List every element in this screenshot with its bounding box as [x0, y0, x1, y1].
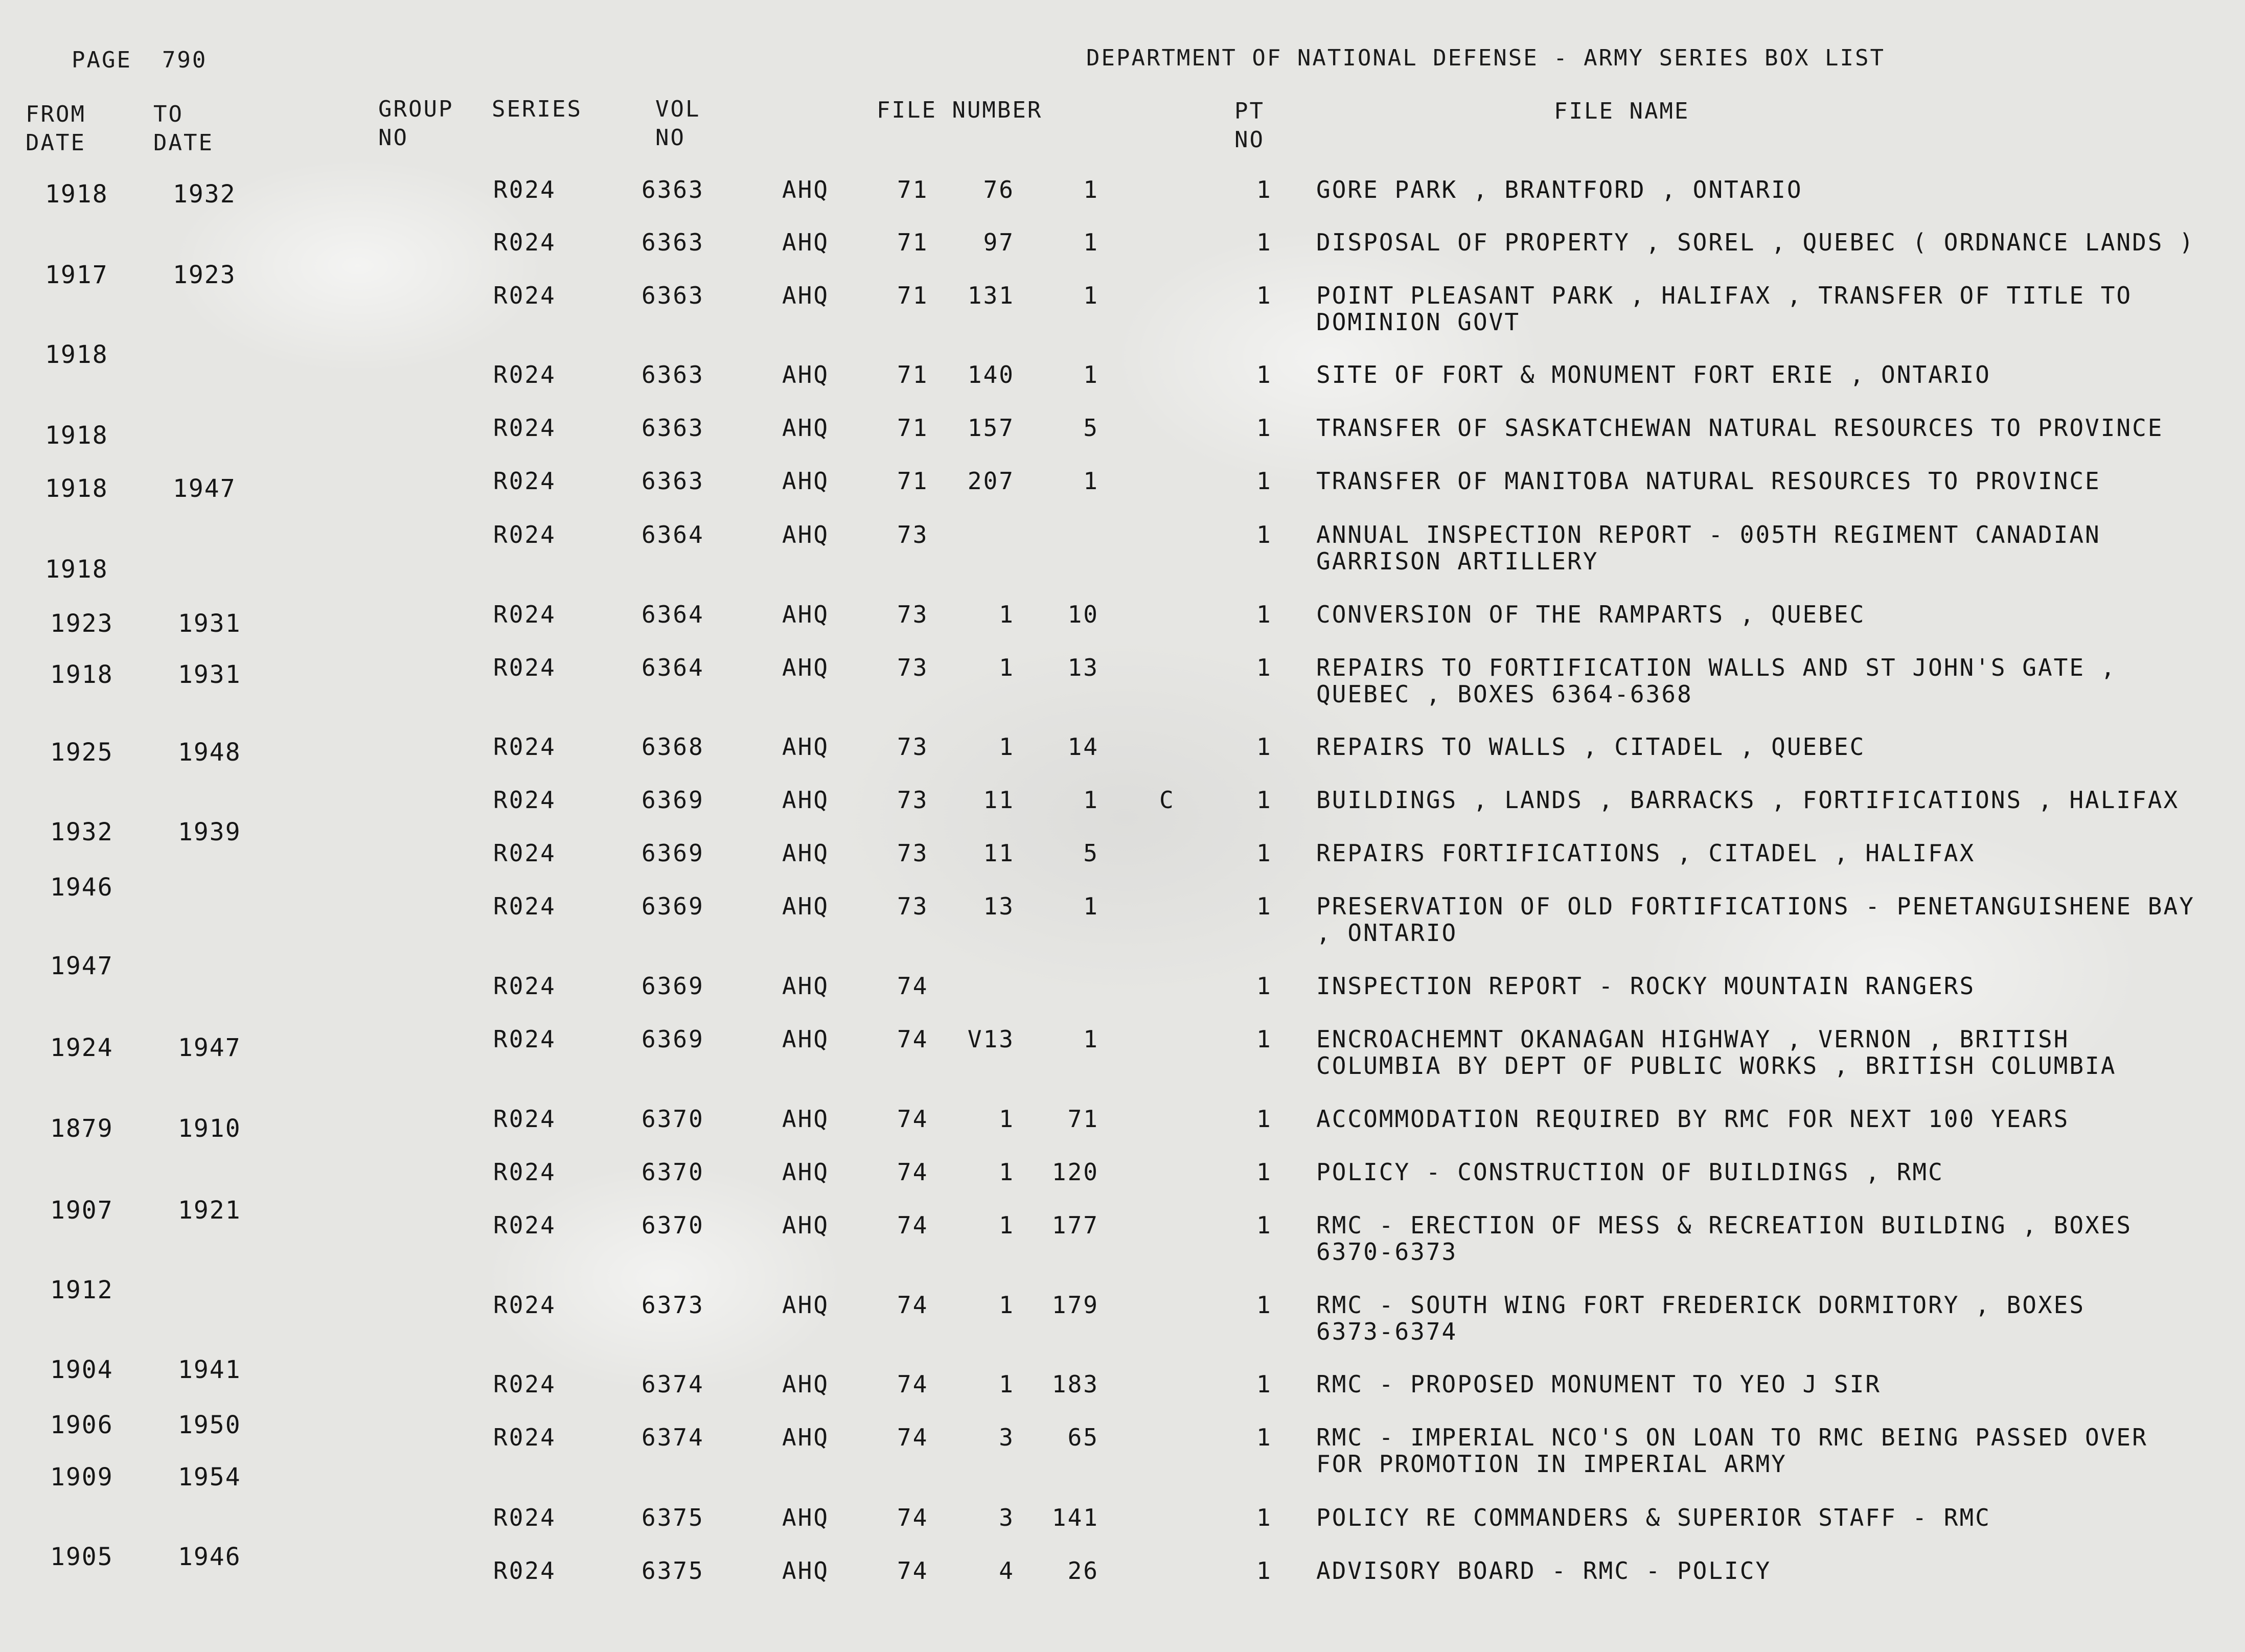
file-number-part: 97 — [983, 228, 1015, 256]
volume-cell: 6369 — [642, 1025, 704, 1053]
volume-cell: 6364 — [642, 654, 704, 681]
part-number-cell: 1 — [1256, 467, 1272, 495]
file-number-part: 11 — [983, 786, 1015, 814]
file-name-cell: RMC - IMPERIAL NCO'S ON LOAN TO RMC BEING PASSED OVER FOR PROMOTION IN IMPERIAL ARMY — [1316, 1424, 2148, 1478]
volume-cell: 6363 — [642, 361, 704, 388]
to-date: 1950 — [178, 1411, 241, 1439]
volume-cell: 6369 — [642, 972, 704, 1000]
from-date: 1912 — [50, 1276, 113, 1304]
from-date: 1879 — [50, 1114, 113, 1143]
file-number-part: 1 — [1083, 361, 1099, 388]
file-name-cell: CONVERSION OF THE RAMPARTS , QUEBEC — [1316, 601, 1866, 628]
file-number-part: 74 — [897, 1211, 929, 1239]
file-name-cell: ANNUAL INSPECTION REPORT - 005TH REGIMENT CANADIAN GARRISON ARTILLERY — [1316, 521, 2101, 575]
part-number-cell: 1 — [1256, 1211, 1272, 1239]
office-cell: AHQ — [782, 282, 830, 309]
series-cell: R024 — [493, 467, 556, 495]
from-date: 1907 — [50, 1196, 113, 1225]
part-number-cell: 1 — [1256, 972, 1272, 1000]
file-number-part: 73 — [897, 786, 929, 814]
table-row — [0, 176, 2245, 233]
from-date: 1904 — [50, 1356, 113, 1384]
volume-cell: 6363 — [642, 282, 704, 309]
file-name-cell: ACCOMMODATION REQUIRED BY RMC FOR NEXT 100 YEARS — [1316, 1105, 2070, 1133]
series-cell: R024 — [493, 1105, 556, 1133]
col-header-file-number: FILE NUMBER — [877, 97, 1043, 123]
series-cell: R024 — [493, 892, 556, 920]
table-row — [0, 229, 2245, 285]
office-cell: AHQ — [782, 972, 830, 1000]
office-cell: AHQ — [782, 733, 830, 761]
office-cell: AHQ — [782, 1370, 830, 1398]
file-number-part: 14 — [1067, 733, 1099, 761]
from-date: 1918 — [45, 555, 108, 584]
file-name-cell: RMC - SOUTH WING FORT FREDERICK DORMITORY , BOXES 6373-6374 — [1316, 1291, 2086, 1345]
to-date: 1941 — [178, 1356, 241, 1384]
part-number-cell: 1 — [1256, 786, 1272, 814]
file-number-part: 1 — [999, 1105, 1015, 1133]
file-number-part: 73 — [897, 839, 929, 867]
file-name-cell: ENCROACHEMNT OKANAGAN HIGHWAY , VERNON , BRITISH COLUMBIA BY DEPT OF PUBLIC WORKS , BRITISH COLUMBIA — [1316, 1025, 2117, 1080]
file-number-part: 74 — [897, 1105, 929, 1133]
part-number-cell: 1 — [1256, 282, 1272, 309]
to-date: 1910 — [178, 1114, 241, 1143]
office-cell: AHQ — [782, 1211, 830, 1239]
volume-cell: 6368 — [642, 733, 704, 761]
file-name-cell: RMC - ERECTION OF MESS & RECREATION BUILDING , BOXES 6370-6373 — [1316, 1211, 2133, 1266]
file-number-part: 13 — [1067, 654, 1099, 681]
table-row — [0, 282, 2245, 338]
table-row — [0, 1557, 2245, 1614]
file-suffix-cell: C — [1159, 786, 1175, 814]
col-header-from-date: FROM DATE — [26, 101, 86, 156]
table-row — [0, 1504, 2245, 1561]
from-date: 1909 — [50, 1463, 113, 1492]
table-row — [0, 1106, 2245, 1162]
file-number-part: 74 — [897, 972, 929, 1000]
table-row — [0, 1159, 2245, 1215]
file-number-part: 3 — [999, 1424, 1015, 1451]
from-date: 1905 — [50, 1543, 113, 1571]
office-cell: AHQ — [782, 467, 830, 495]
part-number-cell: 1 — [1256, 176, 1272, 203]
office-cell: AHQ — [782, 361, 830, 388]
file-number-part: 71 — [1067, 1105, 1099, 1133]
col-header-pt-no: PT NO — [1234, 98, 1265, 153]
file-number-part: 74 — [897, 1424, 929, 1451]
to-date: 1954 — [178, 1463, 241, 1492]
volume-cell: 6364 — [642, 521, 704, 548]
part-number-cell: 1 — [1256, 361, 1272, 388]
file-number-part: 1 — [999, 654, 1015, 681]
from-date: 1918 — [50, 660, 113, 689]
file-number-part: 183 — [1051, 1370, 1099, 1398]
part-number-cell: 1 — [1256, 1158, 1272, 1186]
table-row — [0, 1371, 2245, 1427]
file-number-part: 1 — [1083, 467, 1099, 495]
table-row — [0, 893, 2245, 949]
office-cell: AHQ — [782, 1158, 830, 1186]
series-cell: R024 — [493, 176, 556, 203]
file-name-cell: ADVISORY BOARD - RMC - POLICY — [1316, 1557, 1772, 1585]
series-cell: R024 — [493, 601, 556, 628]
to-date: 1948 — [178, 738, 241, 767]
part-number-cell: 1 — [1256, 1557, 1272, 1585]
part-number-cell: 1 — [1256, 414, 1272, 442]
file-number-part: 71 — [897, 282, 929, 309]
file-number-part: 1 — [999, 601, 1015, 628]
series-cell: R024 — [493, 1557, 556, 1585]
series-cell: R024 — [493, 1211, 556, 1239]
file-name-cell: REPAIRS TO WALLS , CITADEL , QUEBEC — [1316, 733, 1866, 761]
part-number-cell: 1 — [1256, 228, 1272, 256]
file-number-part: V13 — [967, 1025, 1015, 1053]
file-name-cell: POLICY RE COMMANDERS & SUPERIOR STAFF - RMC — [1316, 1504, 1991, 1531]
file-number-part: 179 — [1051, 1291, 1099, 1319]
file-number-part: 73 — [897, 892, 929, 920]
office-cell: AHQ — [782, 1424, 830, 1451]
file-number-part: 74 — [897, 1291, 929, 1319]
file-number-part: 71 — [897, 228, 929, 256]
from-date: 1918 — [45, 340, 108, 369]
series-cell: R024 — [493, 1370, 556, 1398]
file-number-part: 1 — [1083, 282, 1099, 309]
from-date: 1917 — [45, 261, 108, 289]
file-number-part: 1 — [1083, 892, 1099, 920]
file-number-part: 74 — [897, 1158, 929, 1186]
from-date: 1924 — [50, 1034, 113, 1062]
file-name-cell: BUILDINGS , LANDS , BARRACKS , FORTIFICATIONS , HALIFAX — [1316, 786, 2180, 814]
volume-cell: 6370 — [642, 1158, 704, 1186]
file-number-part: 177 — [1051, 1211, 1099, 1239]
volume-cell: 6374 — [642, 1370, 704, 1398]
to-date: 1939 — [178, 818, 241, 846]
volume-cell: 6369 — [642, 892, 704, 920]
from-date: 1947 — [50, 952, 113, 980]
series-cell: R024 — [493, 1291, 556, 1319]
file-name-cell: REPAIRS TO FORTIFICATION WALLS AND ST JOHN'S GATE , QUEBEC , BOXES 6364-6368 — [1316, 654, 2117, 708]
series-cell: R024 — [493, 1158, 556, 1186]
file-number-part: 1 — [999, 733, 1015, 761]
table-row — [0, 654, 2245, 710]
series-cell: R024 — [493, 1424, 556, 1451]
volume-cell: 6373 — [642, 1291, 704, 1319]
part-number-cell: 1 — [1256, 1291, 1272, 1319]
file-name-cell: RMC - PROPOSED MONUMENT TO YEO J SIR — [1316, 1370, 1881, 1398]
series-cell: R024 — [493, 1025, 556, 1053]
table-row — [0, 1292, 2245, 1348]
from-date: 1923 — [50, 609, 113, 638]
part-number-cell: 1 — [1256, 1025, 1272, 1053]
table-row — [0, 973, 2245, 1029]
file-name-cell: REPAIRS FORTIFICATIONS , CITADEL , HALIFAX — [1316, 839, 1976, 867]
office-cell: AHQ — [782, 654, 830, 681]
part-number-cell: 1 — [1256, 839, 1272, 867]
table-row — [0, 601, 2245, 657]
to-date: 1946 — [178, 1543, 241, 1571]
series-cell: R024 — [493, 733, 556, 761]
part-number-cell: 1 — [1256, 601, 1272, 628]
series-cell: R024 — [493, 1504, 556, 1531]
file-number-part: 65 — [1067, 1424, 1099, 1451]
col-header-group-no: GROUP NO — [378, 96, 454, 151]
file-number-part: 73 — [897, 733, 929, 761]
part-number-cell: 1 — [1256, 521, 1272, 548]
file-number-part: 71 — [897, 361, 929, 388]
table-row — [0, 468, 2245, 524]
to-date: 1932 — [173, 180, 236, 209]
from-date: 1906 — [50, 1411, 113, 1439]
file-number-part: 71 — [897, 467, 929, 495]
page-number: PAGE 790 — [72, 47, 208, 73]
file-number-part: 74 — [897, 1504, 929, 1531]
file-number-part: 11 — [983, 839, 1015, 867]
file-number-part: 1 — [999, 1370, 1015, 1398]
file-number-part: 10 — [1067, 601, 1099, 628]
file-number-part: 3 — [999, 1504, 1015, 1531]
from-date: 1932 — [50, 818, 113, 846]
to-date: 1931 — [178, 609, 241, 638]
part-number-cell: 1 — [1256, 1424, 1272, 1451]
file-number-part: 5 — [1083, 839, 1099, 867]
volume-cell: 6369 — [642, 839, 704, 867]
table-row — [0, 840, 2245, 896]
to-date: 1921 — [178, 1196, 241, 1225]
file-number-part: 71 — [897, 414, 929, 442]
to-date: 1931 — [178, 660, 241, 689]
from-date: 1918 — [45, 180, 108, 209]
file-number-part: 157 — [967, 414, 1015, 442]
series-cell: R024 — [493, 654, 556, 681]
file-name-cell: TRANSFER OF MANITOBA NATURAL RESOURCES TO PROVINCE — [1316, 467, 2101, 495]
file-number-part: 73 — [897, 521, 929, 548]
volume-cell: 6370 — [642, 1211, 704, 1239]
volume-cell: 6369 — [642, 786, 704, 814]
office-cell: AHQ — [782, 521, 830, 548]
file-name-cell: DISPOSAL OF PROPERTY , SOREL , QUEBEC ( ORDNANCE LANDS ) — [1316, 228, 2195, 256]
file-number-part: 74 — [897, 1025, 929, 1053]
volume-cell: 6375 — [642, 1557, 704, 1585]
table-row — [0, 787, 2245, 843]
file-number-part: 1 — [1083, 786, 1099, 814]
office-cell: AHQ — [782, 1025, 830, 1053]
from-date: 1918 — [45, 421, 108, 450]
file-number-part: 26 — [1067, 1557, 1099, 1585]
series-cell: R024 — [493, 361, 556, 388]
file-name-cell: SITE OF FORT & MONUMENT FORT ERIE , ONTARIO — [1316, 361, 1991, 388]
office-cell: AHQ — [782, 1291, 830, 1319]
office-cell: AHQ — [782, 414, 830, 442]
col-header-series: SERIES — [492, 96, 582, 122]
col-header-file-name: FILE NAME — [1554, 98, 1690, 124]
file-number-part: 1 — [999, 1158, 1015, 1186]
file-name-cell: POINT PLEASANT PARK , HALIFAX , TRANSFER OF TITLE TO DOMINION GOVT — [1316, 282, 2133, 336]
file-number-part: 131 — [967, 282, 1015, 309]
series-cell: R024 — [493, 414, 556, 442]
file-number-part: 13 — [983, 892, 1015, 920]
file-name-cell: GORE PARK , BRANTFORD , ONTARIO — [1316, 176, 1803, 203]
file-number-part: 1 — [1083, 1025, 1099, 1053]
to-date: 1923 — [173, 261, 236, 289]
from-date: 1918 — [45, 474, 108, 503]
series-cell: R024 — [493, 228, 556, 256]
file-name-cell: POLICY - CONSTRUCTION OF BUILDINGS , RMC — [1316, 1158, 1944, 1186]
volume-cell: 6363 — [642, 176, 704, 203]
series-cell: R024 — [493, 282, 556, 309]
part-number-cell: 1 — [1256, 733, 1272, 761]
file-number-part: 73 — [897, 601, 929, 628]
office-cell: AHQ — [782, 1105, 830, 1133]
from-date: 1925 — [50, 738, 113, 767]
file-number-part: 74 — [897, 1557, 929, 1585]
office-cell: AHQ — [782, 601, 830, 628]
file-number-part: 1 — [1083, 176, 1099, 203]
volume-cell: 6363 — [642, 228, 704, 256]
volume-cell: 6363 — [642, 467, 704, 495]
file-number-part: 1 — [999, 1211, 1015, 1239]
col-header-vol-no: VOL NO — [655, 96, 701, 151]
office-cell: AHQ — [782, 892, 830, 920]
office-cell: AHQ — [782, 228, 830, 256]
file-number-part: 141 — [1051, 1504, 1099, 1531]
office-cell: AHQ — [782, 1504, 830, 1531]
series-cell: R024 — [493, 521, 556, 548]
file-number-part: 5 — [1083, 414, 1099, 442]
series-cell: R024 — [493, 786, 556, 814]
file-name-cell: TRANSFER OF SASKATCHEWAN NATURAL RESOURCES TO PROVINCE — [1316, 414, 2164, 442]
series-cell: R024 — [493, 972, 556, 1000]
file-name-cell: PRESERVATION OF OLD FORTIFICATIONS - PENETANGUISHENE BAY , ONTARIO — [1316, 892, 2195, 947]
volume-cell: 6363 — [642, 414, 704, 442]
volume-cell: 6374 — [642, 1424, 704, 1451]
file-number-part: 1 — [999, 1291, 1015, 1319]
table-row — [0, 1212, 2245, 1268]
volume-cell: 6364 — [642, 601, 704, 628]
file-number-part: 76 — [983, 176, 1015, 203]
col-header-to-date: TO DATE — [153, 101, 214, 156]
file-name-cell: INSPECTION REPORT - ROCKY MOUNTAIN RANGERS — [1316, 972, 1976, 1000]
file-number-part: 1 — [1083, 228, 1099, 256]
series-cell: R024 — [493, 839, 556, 867]
part-number-cell: 1 — [1256, 654, 1272, 681]
part-number-cell: 1 — [1256, 892, 1272, 920]
table-row — [0, 361, 2245, 418]
office-cell: AHQ — [782, 839, 830, 867]
to-date: 1947 — [178, 1034, 241, 1062]
part-number-cell: 1 — [1256, 1504, 1272, 1531]
file-number-part: 4 — [999, 1557, 1015, 1585]
file-number-part: 140 — [967, 361, 1015, 388]
table-row — [0, 1424, 2245, 1480]
file-number-part: 74 — [897, 1370, 929, 1398]
file-number-part: 73 — [897, 654, 929, 681]
table-row — [0, 733, 2245, 790]
table-row — [0, 415, 2245, 471]
file-number-part: 207 — [967, 467, 1015, 495]
volume-cell: 6370 — [642, 1105, 704, 1133]
office-cell: AHQ — [782, 176, 830, 203]
file-number-part: 120 — [1051, 1158, 1099, 1186]
office-cell: AHQ — [782, 786, 830, 814]
from-date: 1946 — [50, 873, 113, 902]
document-title: DEPARTMENT OF NATIONAL DEFENSE - ARMY SERIES BOX LIST — [1086, 45, 1885, 71]
table-row — [0, 1026, 2245, 1082]
volume-cell: 6375 — [642, 1504, 704, 1531]
office-cell: AHQ — [782, 1557, 830, 1585]
part-number-cell: 1 — [1256, 1370, 1272, 1398]
file-number-part: 71 — [897, 176, 929, 203]
to-date: 1947 — [173, 474, 236, 503]
table-row — [0, 521, 2245, 578]
part-number-cell: 1 — [1256, 1105, 1272, 1133]
